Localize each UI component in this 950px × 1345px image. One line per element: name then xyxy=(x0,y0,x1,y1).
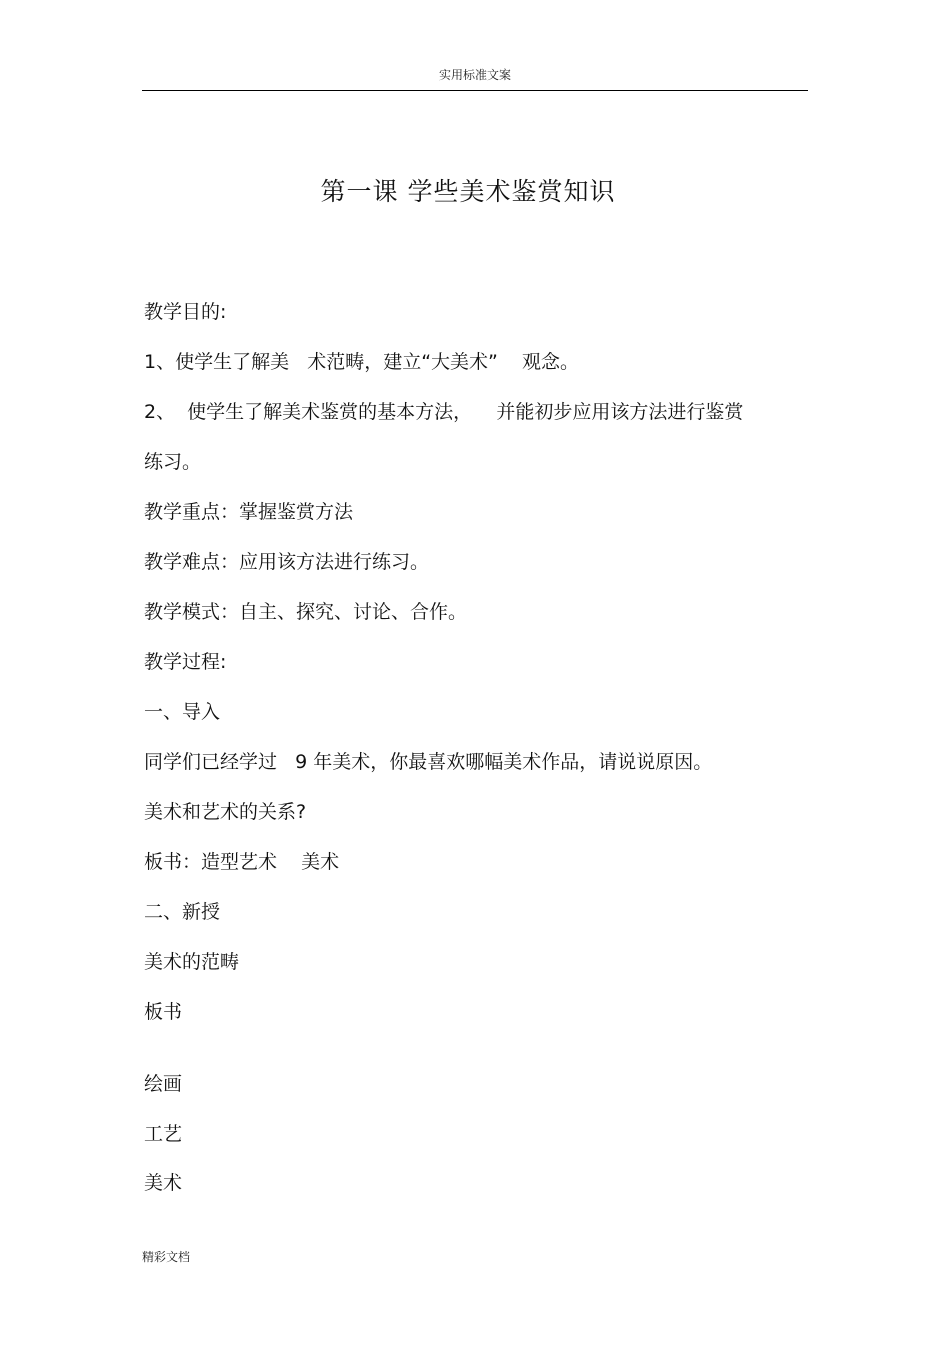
text-line-board-1: 板书：造型艺术 美术 xyxy=(144,851,340,873)
text-line-objective-2-cont: 练习。 xyxy=(144,451,202,473)
text-line-intro-question: 同学们已经学过 9 年美术，你最喜欢哪幅美术作品，请说说原因。 xyxy=(144,751,713,773)
page-footer: 精彩文档 xyxy=(142,1250,191,1264)
text-line-section-intro: 一、导入 xyxy=(144,701,221,723)
header-divider xyxy=(142,90,808,91)
text-line-objectives-heading: 教学目的: xyxy=(144,301,227,323)
text-line-objective-2: 2、 使学生了解美术鉴赏的基本方法， 并能初步应用该方法进行鉴赏 xyxy=(144,401,744,423)
text-line-board-2: 板书 xyxy=(144,1001,183,1023)
text-line-art-relation: 美术和艺术的关系? xyxy=(144,801,307,823)
text-line-fine-art: 美术 xyxy=(144,1172,183,1194)
document-title: 第一课 学些美术鉴赏知识 xyxy=(320,177,616,206)
text-line-key-point: 教学重点：掌握鉴赏方法 xyxy=(144,501,354,523)
text-line-process-heading: 教学过程: xyxy=(144,651,227,673)
text-line-objective-1: 1、使学生了解美 术范畴，建立“大美术” 观念。 xyxy=(144,351,580,373)
text-line-painting: 绘画 xyxy=(144,1073,183,1095)
page-header: 实用标准文案 xyxy=(438,68,511,82)
text-line-section-new: 二、新授 xyxy=(144,901,221,923)
text-line-craft: 工艺 xyxy=(144,1123,183,1145)
text-line-mode: 教学模式：自主、探究、讨论、合作。 xyxy=(144,601,468,623)
text-line-art-scope: 美术的范畴 xyxy=(144,951,240,973)
text-line-difficulty: 教学难点：应用该方法进行练习。 xyxy=(144,551,430,573)
